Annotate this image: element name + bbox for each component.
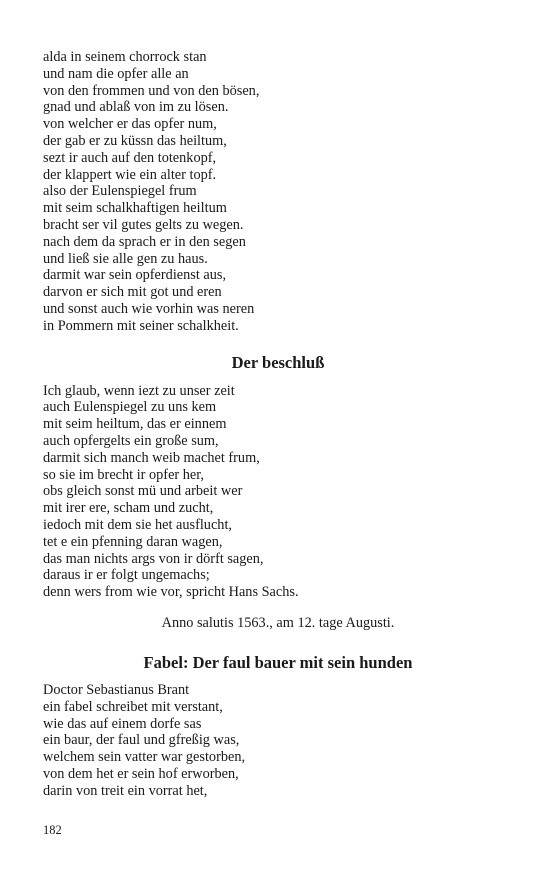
- verse-line: obs gleich sonst mü und arbeit wer: [43, 483, 243, 500]
- verse-line: ein baur, der faul und gfreßig was,: [43, 732, 240, 749]
- verse-line: und nam die opfer alle an: [43, 65, 189, 82]
- section-heading-fabel: Fabel: Der faul bauer mit sein hunden: [143, 652, 413, 672]
- verse-line: darvon er sich mit got und eren: [43, 284, 222, 301]
- page-body: [43, 49, 513, 799]
- verse-line: sezt ir auch auf den totenkopf,: [43, 149, 217, 166]
- verse-line: mit seim heiltum, das er einnem: [43, 416, 227, 433]
- verse-line: wie das auf einem dorfe sas: [43, 715, 202, 732]
- verse-line: Doctor Sebastianus Brant: [43, 681, 190, 698]
- verse-line: der gab er zu küssn das heiltum,: [43, 132, 227, 149]
- verse-line: gnad und ablaß von im zu lösen.: [43, 99, 229, 116]
- verse-line: tet e ein pfenning daran wagen,: [43, 533, 223, 550]
- verse-line: so sie im brecht ir opfer her,: [43, 466, 205, 483]
- verse-line: auch Eulenspiegel zu uns kem: [43, 399, 217, 416]
- verse-line: von dem het er sein hof erworben,: [43, 765, 239, 782]
- verse-line: das man nichts args von ir dörft sagen,: [43, 550, 264, 567]
- verse-line: also der Eulenspiegel frum: [43, 183, 197, 200]
- verse-line: alda in seinem chorrock stan: [43, 49, 207, 65]
- verse-line: bracht ser vil gutes gelts zu wegen.: [43, 216, 244, 233]
- verse-line: ein fabel schreibet mit verstant,: [43, 698, 223, 715]
- verse-line: mit seim schalkhaftigen heiltum: [43, 200, 227, 217]
- verse-line: daraus ir er folgt ungemachs;: [43, 567, 210, 584]
- page-number: 182: [43, 823, 62, 837]
- stanza-eulenspiegel-end: [43, 49, 513, 335]
- verse-line: in Pommern mit seiner schalkheit.: [43, 317, 239, 334]
- verse-line: von den frommen und von den bösen,: [43, 82, 260, 99]
- stanza-fabel: [43, 682, 513, 800]
- verse-line: denn wers from wie vor, spricht Hans Sachs.: [43, 584, 299, 601]
- stanza-beschluss: [43, 383, 513, 601]
- verse-line: iedoch mit dem sie het ausflucht,: [43, 516, 232, 533]
- verse-line: darin von treit ein vorrat het,: [43, 782, 208, 799]
- verse-line: auch opfergelts ein große sum,: [43, 432, 219, 449]
- verse-line: mit irer ere, scham und zucht,: [43, 500, 214, 517]
- verse-line: und sonst auch wie vorhin was neren: [43, 300, 255, 317]
- verse-line: von welcher er das opfer num,: [43, 116, 217, 133]
- verse-line: darmit sich manch weib machet frum,: [43, 449, 260, 466]
- verse-line: darmit war sein opferdienst aus,: [43, 267, 227, 284]
- section-heading-beschluss: Der beschluß: [231, 352, 325, 372]
- verse-line: Ich glaub, wenn iezt zu unser zeit: [43, 382, 235, 399]
- dateline: Anno salutis 1563., am 12. tage Augusti.: [161, 614, 395, 631]
- verse-line: und ließ sie alle gen zu haus.: [43, 250, 208, 267]
- verse-line: der klappert wie ein alter topf.: [43, 166, 217, 183]
- verse-line: welchem sein vatter war gestorben,: [43, 749, 246, 766]
- verse-line: nach dem da sprach er in den segen: [43, 233, 246, 250]
